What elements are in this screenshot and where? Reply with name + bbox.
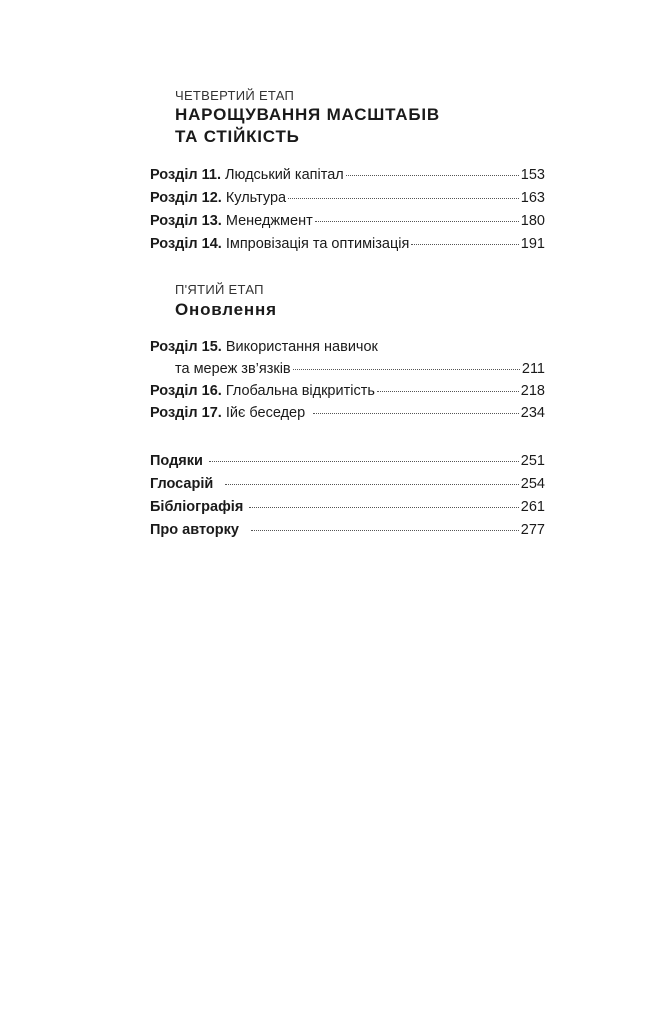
entry-page: 180 [520,213,545,229]
leader-dots [251,530,519,531]
stage-title-line: Оновлення [175,300,277,319]
entry-title: Менеджмент [225,213,313,229]
leader-dots [346,175,519,176]
entry-title: Подяки [150,453,203,469]
entry-page: 254 [520,476,545,492]
leader-dots [411,244,518,245]
entry-page: 261 [520,499,545,515]
entry-prefix: Розділ 15. [150,339,222,355]
leader-dots [293,369,520,370]
leader-dots [225,484,519,485]
stage-title [175,299,277,321]
entry-prefix: Розділ 17. [150,405,222,421]
leader-dots [288,198,519,199]
entry-page: 234 [520,405,545,421]
entry-prefix: Розділ 11. [150,167,222,183]
entry-page: 277 [520,522,545,538]
toc-entry-first-line[interactable] [150,339,378,355]
entry-prefix: Розділ 16. [150,383,222,399]
stage-label: ЧЕТВЕРТИЙ ЕТАП [175,88,295,103]
back-matter-entry[interactable] [150,522,545,542]
stage-title-line: НАРОЩУВАННЯ МАСШТАБІВ [175,105,440,124]
entry-title: Культура [225,190,287,206]
leader-dots [313,413,519,414]
entry-prefix: Розділ 12. [150,190,222,206]
entry-title: Бібліографія [150,499,244,515]
entry-page: 191 [520,236,545,252]
toc-entry[interactable] [150,405,545,425]
back-matter-entry[interactable] [150,453,545,473]
entry-page: 153 [520,167,545,183]
leader-dots [209,461,519,462]
toc-entry[interactable] [150,213,545,233]
entry-title: Глосарій [150,476,214,492]
toc-entry[interactable] [175,361,545,381]
entry-prefix: Розділ 14. [150,236,222,252]
leader-dots [315,221,519,222]
stage-label: П'ЯТИЙ ЕТАП [175,282,264,297]
stage-title [175,104,440,148]
entry-title: Ійє беседер [225,405,306,421]
entry-page: 163 [520,190,545,206]
leader-dots [377,391,519,392]
entry-title: Глобальна відкритість [225,383,375,399]
toc-entry[interactable] [150,190,545,210]
entry-prefix: Розділ 13. [150,213,222,229]
entry-title-continued: та мереж зв’язків [175,361,291,377]
toc-entry[interactable] [150,383,545,403]
entry-page: 211 [521,361,545,377]
toc-entry[interactable] [150,236,545,256]
entry-page: 218 [520,383,545,399]
leader-dots [249,507,519,508]
entry-page: 251 [520,453,545,469]
back-matter-entry[interactable] [150,499,545,519]
entry-title: Використання навичок [225,339,378,355]
entry-title: Про авторку [150,522,239,538]
back-matter-entry[interactable] [150,476,545,496]
entry-title: Імпровізація та оптимізація [225,236,410,252]
stage-title-line: ТА СТІЙКІСТЬ [175,127,300,146]
toc-entry[interactable] [150,167,545,187]
entry-title: Людський капітал [225,167,344,183]
